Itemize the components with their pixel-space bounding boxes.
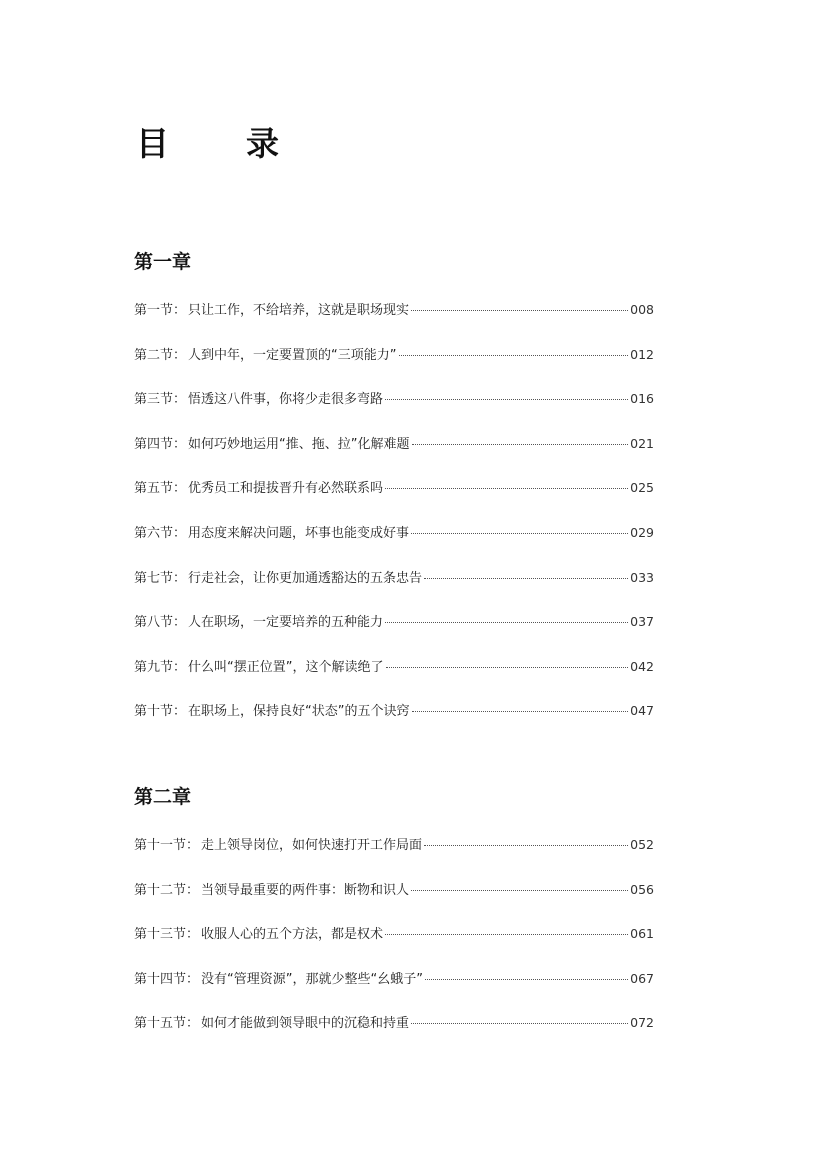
- toc-entry[interactable]: [134, 567, 654, 612]
- toc-leader-dots: [385, 934, 628, 935]
- toc-entry[interactable]: [134, 344, 654, 389]
- toc-page-number: 033: [630, 569, 654, 585]
- toc-entry-label: 第五节：: [134, 481, 187, 497]
- toc-entry-text: 行走社会，让你更加通透豁达的五条忠告: [188, 570, 423, 586]
- toc-entry-text: 什么叫“摆正位置”，这个解读绝了: [188, 659, 384, 675]
- toc-entry[interactable]: [134, 879, 654, 924]
- toc-leader-dots: [385, 399, 628, 400]
- toc-entry[interactable]: [134, 834, 654, 879]
- toc-entry[interactable]: [134, 477, 654, 522]
- toc-entry-text: 走上领导岗位，如何快速打开工作局面: [201, 838, 423, 853]
- toc-page-number: 021: [630, 435, 654, 451]
- toc-entry-text: 人到中年，一定要置顶的“三项能力”: [188, 347, 397, 363]
- toc-page-number: 037: [630, 614, 654, 630]
- chapter-title: 第二章: [134, 786, 192, 808]
- page-title: 目 录: [136, 124, 301, 164]
- toc-entry-label: 第二节：: [134, 347, 187, 363]
- toc-entry[interactable]: [134, 611, 654, 656]
- toc-entry-text: 如何巧妙地运用“推、拖、拉”化解难题: [188, 436, 410, 452]
- toc-entry[interactable]: [134, 968, 654, 1013]
- toc-page-number: 042: [630, 658, 654, 674]
- toc-leader-dots: [424, 578, 628, 579]
- toc-leader-dots: [385, 488, 628, 489]
- toc-leader-dots: [424, 845, 628, 846]
- toc-page-number: 056: [630, 881, 654, 897]
- toc-page-number: 012: [630, 346, 654, 362]
- toc-entry[interactable]: [134, 1012, 654, 1057]
- toc-entry-text: 悟透这八件事，你将少走很多弯路: [188, 392, 384, 408]
- toc-entry-label: 第四节：: [134, 436, 187, 452]
- toc-leader-dots: [411, 890, 628, 891]
- toc-leader-dots: [412, 444, 629, 445]
- toc-entry[interactable]: [134, 522, 654, 567]
- chapter-2: [134, 785, 654, 1057]
- toc-leader-dots: [412, 711, 629, 712]
- toc-list: [134, 834, 654, 1057]
- toc-entry-text: 收服人心的五个方法，都是权术: [201, 927, 384, 943]
- toc-entry[interactable]: [134, 923, 654, 968]
- toc-entry[interactable]: [134, 433, 654, 478]
- toc-entry-label: 第十节：: [134, 704, 187, 720]
- toc-leader-dots: [411, 533, 628, 534]
- toc-entry-text: 优秀员工和提拔晋升有必然联系吗: [188, 481, 384, 497]
- toc-leader-dots: [411, 1023, 628, 1024]
- toc-entry-label: 第八节：: [134, 615, 187, 631]
- toc-entry-label: 第三节：: [134, 392, 187, 408]
- toc-entry-text: 没有“管理资源”，那就少整些“幺蛾子”: [201, 971, 423, 987]
- toc-entry-text: 在职场上，保持良好“状态”的五个诀窍: [188, 704, 410, 720]
- chapter-1: [134, 250, 654, 745]
- toc-list: [134, 299, 654, 745]
- toc-entry-text: 用态度来解决问题，坏事也能变成好事: [188, 525, 410, 541]
- toc-leader-dots: [425, 979, 628, 980]
- toc-page-number: 061: [630, 926, 654, 942]
- toc-page-number: 029: [630, 524, 654, 540]
- toc-entry-label: 第十一节：: [134, 838, 200, 853]
- toc-page-number: 025: [630, 480, 654, 496]
- toc-page-number: 016: [630, 391, 654, 407]
- toc-page-number: 047: [630, 703, 654, 719]
- toc-entry-text: 如何才能做到领导眼中的沉稳和持重: [201, 1016, 410, 1032]
- toc-leader-dots: [411, 310, 628, 311]
- toc-entry-label: 第一节：: [134, 303, 187, 318]
- toc-entry[interactable]: [134, 299, 654, 344]
- toc-entry[interactable]: [134, 656, 654, 701]
- toc-page-number: 067: [630, 970, 654, 986]
- toc-entry-label: 第六节：: [134, 525, 187, 541]
- toc-page-number: 072: [630, 1015, 654, 1031]
- toc-entry[interactable]: [134, 700, 654, 745]
- toc-entry-label: 第七节：: [134, 570, 187, 586]
- toc-entry-label: 第十五节：: [134, 1016, 200, 1032]
- toc-entry-label: 第九节：: [134, 659, 187, 675]
- toc-leader-dots: [386, 667, 629, 668]
- toc-entry-text: 人在职场，一定要培养的五种能力: [188, 615, 384, 631]
- toc-entry[interactable]: [134, 388, 654, 433]
- toc-leader-dots: [399, 355, 629, 356]
- toc-page-number: 052: [630, 837, 654, 852]
- toc-entry-text: 只让工作，不给培养，这就是职场现实: [188, 303, 410, 318]
- toc-leader-dots: [385, 622, 628, 623]
- toc-page-number: 008: [630, 302, 654, 317]
- toc-entry-label: 第十二节：: [134, 882, 200, 898]
- toc-entry-label: 第十三节：: [134, 927, 200, 943]
- chapter-title: 第一章: [134, 251, 192, 273]
- toc-entry-label: 第十四节：: [134, 971, 200, 987]
- toc-entry-text: 当领导最重要的两件事：断物和识人: [201, 882, 410, 898]
